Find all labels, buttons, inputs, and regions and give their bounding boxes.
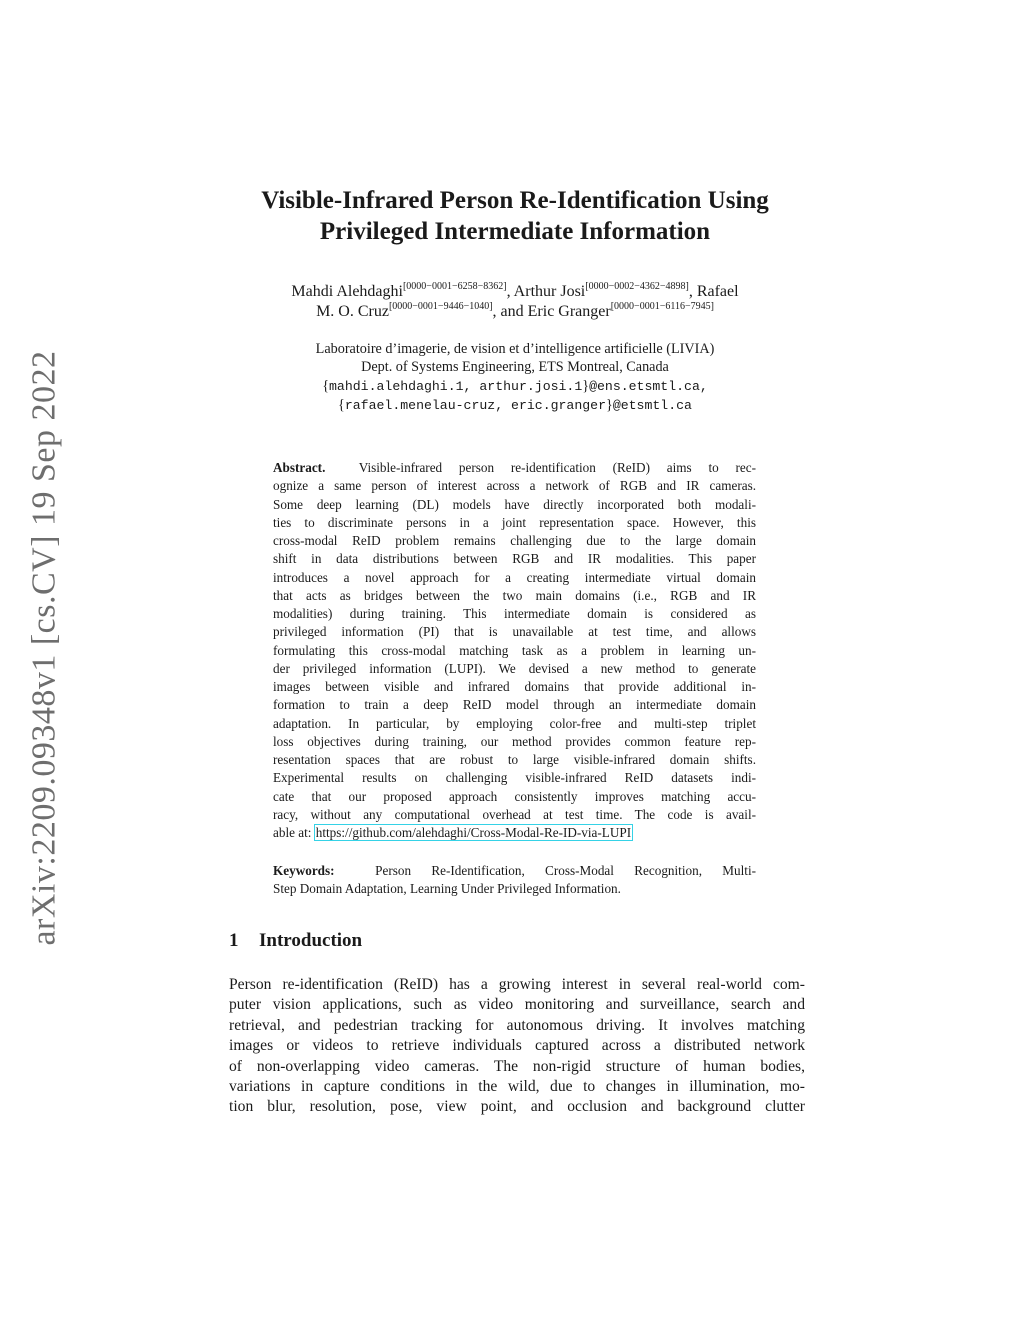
abstract-line: der privileged information (LUPI). We devised a new method to generate [273, 660, 756, 676]
email-domain: @ens.etsmtl.ca, [589, 378, 708, 394]
abstract-line: formulating this cross-modal matching task as a problem in learning un- [273, 642, 756, 658]
brace-close: } [606, 396, 613, 413]
brace-open: { [322, 377, 330, 394]
orcid-id: [0000−0001−6258−8362] [402, 281, 507, 292]
brace-close: } [582, 377, 590, 394]
code-repository-link[interactable]: https://github.com/alehdaghi/Cross-Modal-Re-ID-via-LUPI [315, 825, 632, 840]
author-line-2 [190, 302, 840, 322]
orcid-id: [0000−0002−4362−4898] [585, 281, 689, 292]
body-line: images or videos to retrieve individuals captured across a distributed network [229, 1037, 805, 1055]
orcid-id: [0000−0001−9446−1040] [388, 301, 493, 312]
abstract-line-text: Visible-infrared person re-identification (ReID) aims to rec- [358, 460, 756, 475]
abstract-line: formation to train a deep ReID model through an intermediate domain [273, 697, 756, 713]
abstract-line: modalities) during training. This intermediate domain is considered as [273, 606, 756, 621]
section-number: 1 [229, 930, 239, 951]
abstract-line: ognize a same person of interest across a network of RGB and IR cameras. [273, 478, 756, 494]
abstract-line: cate that our proposed approach consistently improves matching accu- [273, 788, 756, 804]
abstract-line: resentation spaces that are robust to large visible-infrared domain shifts. [273, 752, 756, 767]
arxiv-identifier-text: arXiv:2209.09348v1 [cs.CV] 19 Sep 2022 [26, 349, 63, 946]
body-line: retrieval, and pedestrian tracking for autonomous driving. It involves matching [229, 1016, 805, 1034]
author-name: , Arthur Josi [506, 283, 586, 300]
email-line-2 [190, 396, 840, 415]
keywords [273, 862, 756, 899]
title-line-1: Visible-Infrared Person Re-Identification Using [261, 187, 769, 214]
section-title: Introduction [259, 930, 363, 951]
keywords-text: Person Re-Identification, Cross-Modal Recognition, Multi- [375, 863, 757, 878]
body-line: tion blur, resolution, pose, view point, and occlusion and background clutter [229, 1098, 805, 1116]
affiliation-lab: Laboratoire d’imagerie, de vision et d’intelligence artificielle (LIVIA) [315, 341, 715, 357]
arxiv-identifier [0, 349, 90, 946]
body-line: Person re-identification (ReID) has a growing interest in several real-world com- [229, 976, 805, 993]
abstract-line: images between visible and infrared domains that provide additional in- [273, 679, 756, 694]
abstract [273, 459, 756, 842]
abstract-line: Some deep learning (DL) models have directly incorporated both modali- [273, 496, 756, 512]
section-heading [229, 930, 362, 952]
abstract-line: shift in data distributions between RGB and IR modalities. This paper [273, 551, 756, 567]
abstract-label: Abstract. [273, 460, 326, 475]
introduction-body [229, 975, 805, 1118]
paper-title [180, 185, 850, 247]
affiliation-dept: Dept. of Systems Engineering, ETS Montreal, Canada [361, 359, 669, 376]
abstract-line [273, 459, 756, 477]
email-users: rafael.menelau-cruz, eric.granger [344, 397, 606, 413]
abstract-line: ties to discriminate persons in a joint representation space. However, this [273, 514, 756, 530]
keywords-line: Step Domain Adaptation, Learning Under Privileged Information. [273, 881, 621, 897]
abstract-line-last [273, 824, 756, 842]
author-line-1 [190, 282, 840, 302]
abstract-line: privileged information (PI) that is unavailable at test time, and allows [273, 624, 756, 640]
orcid-id: [0000−0001−6116−7945] [610, 301, 714, 312]
author-name: M. O. Cruz [316, 303, 389, 320]
abstract-line: that acts as bridges between the two main domains (i.e., RGB and IR [273, 587, 756, 603]
author-name: , Rafael [688, 283, 739, 300]
abstract-line: cross-modal ReID problem remains challenging due to the large domain [273, 533, 756, 548]
abstract-line: Experimental results on challenging visible-infrared ReID datasets indi- [273, 770, 756, 786]
author-list [190, 282, 840, 322]
author-name: Mahdi Alehdaghi [291, 283, 403, 300]
body-line: variations in capture conditions in the wild, due to changes in illumination, mo- [229, 1078, 805, 1096]
email-users: mahdi.alehdaghi.1, arthur.josi.1 [329, 378, 583, 394]
abstract-line: racy, without any computational overhead at test time. The code is avail- [273, 806, 756, 822]
abstract-line-text: able at: [273, 825, 315, 840]
keywords-line [273, 862, 756, 880]
abstract-line: introduces a novel approach for a creating intermediate virtual domain [273, 569, 756, 585]
affiliation-block [190, 340, 840, 415]
author-name: , and Eric Granger [492, 303, 611, 320]
body-line: of non-overlapping video cameras. The non-rigid structure of human bodies, [229, 1057, 805, 1075]
body-line: puter vision applications, such as video monitoring and surveillance, search and [229, 996, 805, 1014]
brace-open: { [338, 396, 345, 413]
abstract-line: loss objectives during training, our method provides common feature rep- [273, 733, 756, 749]
email-domain: @etsmtl.ca [612, 397, 692, 413]
title-line-2: Privileged Intermediate Information [319, 218, 711, 245]
keywords-label: Keywords: [273, 863, 335, 878]
email-line-1 [190, 377, 840, 396]
abstract-line: adaptation. In particular, by employing color-free and multi-step triplet [273, 715, 756, 731]
